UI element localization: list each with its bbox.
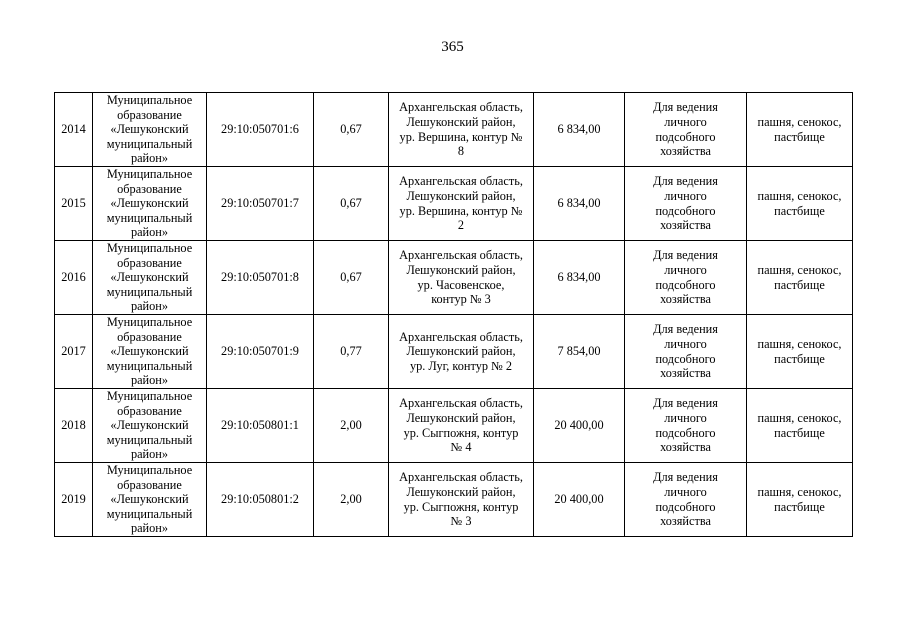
cell-area: 2,00 bbox=[314, 389, 389, 463]
cell-cost: 7 854,00 bbox=[534, 315, 625, 389]
cell-number: 2016 bbox=[55, 241, 93, 315]
cell-cadastral-number: 29:10:050701:7 bbox=[207, 167, 314, 241]
cell-number: 2015 bbox=[55, 167, 93, 241]
cell-land-use: пашня, сенокос, пастбище bbox=[747, 93, 853, 167]
cell-cadastral-number: 29:10:050701:8 bbox=[207, 241, 314, 315]
cell-cost: 6 834,00 bbox=[534, 93, 625, 167]
cell-cost: 6 834,00 bbox=[534, 241, 625, 315]
cell-address: Архангельская область, Лешуконский район, ур. Сыгпожня, контур № 4 bbox=[389, 389, 534, 463]
table-row bbox=[55, 167, 853, 241]
cell-purpose: Для ведения личного подсобного хозяйства bbox=[625, 463, 747, 537]
cell-area: 0,67 bbox=[314, 93, 389, 167]
cell-purpose: Для ведения личного подсобного хозяйства bbox=[625, 93, 747, 167]
cell-cost: 20 400,00 bbox=[534, 463, 625, 537]
cell-purpose: Для ведения личного подсобного хозяйства bbox=[625, 241, 747, 315]
cell-address: Архангельская область, Лешуконский район, ур. Вершина, контур № 8 bbox=[389, 93, 534, 167]
cell-number: 2018 bbox=[55, 389, 93, 463]
table-row bbox=[55, 241, 853, 315]
cell-land-use: пашня, сенокос, пастбище bbox=[747, 389, 853, 463]
cell-purpose: Для ведения личного подсобного хозяйства bbox=[625, 167, 747, 241]
land-plots-table bbox=[54, 92, 853, 537]
cell-area: 0,67 bbox=[314, 167, 389, 241]
cell-area: 2,00 bbox=[314, 463, 389, 537]
cell-address: Архангельская область, Лешуконский район, ур. Часовенское, контур № 3 bbox=[389, 241, 534, 315]
table-row bbox=[55, 93, 853, 167]
cell-cost: 6 834,00 bbox=[534, 167, 625, 241]
table-row bbox=[55, 463, 853, 537]
table-row bbox=[55, 315, 853, 389]
cell-purpose: Для ведения личного подсобного хозяйства bbox=[625, 315, 747, 389]
cell-land-use: пашня, сенокос, пастбище bbox=[747, 241, 853, 315]
cell-land-use: пашня, сенокос, пастбище bbox=[747, 463, 853, 537]
page-number: 365 bbox=[441, 39, 464, 55]
cell-cadastral-number: 29:10:050701:9 bbox=[207, 315, 314, 389]
cell-land-use: пашня, сенокос, пастбище bbox=[747, 167, 853, 241]
cell-number: 2019 bbox=[55, 463, 93, 537]
cell-owner: Муниципальное образование «Лешуконский муниципальный район» bbox=[93, 241, 207, 315]
cell-owner: Муниципальное образование «Лешуконский муниципальный район» bbox=[93, 93, 207, 167]
cell-purpose: Для ведения личного подсобного хозяйства bbox=[625, 389, 747, 463]
cell-land-use: пашня, сенокос, пастбище bbox=[747, 315, 853, 389]
cell-owner: Муниципальное образование «Лешуконский муниципальный район» bbox=[93, 389, 207, 463]
table-row bbox=[55, 389, 853, 463]
cell-owner: Муниципальное образование «Лешуконский муниципальный район» bbox=[93, 315, 207, 389]
cell-number: 2017 bbox=[55, 315, 93, 389]
cell-cost: 20 400,00 bbox=[534, 389, 625, 463]
cell-area: 0,67 bbox=[314, 241, 389, 315]
cell-address: Архангельская область, Лешуконский район, ур. Луг, контур № 2 bbox=[389, 315, 534, 389]
cell-cadastral-number: 29:10:050801:1 bbox=[207, 389, 314, 463]
cell-number: 2014 bbox=[55, 93, 93, 167]
cell-area: 0,77 bbox=[314, 315, 389, 389]
cell-owner: Муниципальное образование «Лешуконский муниципальный район» bbox=[93, 167, 207, 241]
cell-cadastral-number: 29:10:050701:6 bbox=[207, 93, 314, 167]
cell-address: Архангельская область, Лешуконский район, ур. Сыгпожня, контур № 3 bbox=[389, 463, 534, 537]
cell-owner: Муниципальное образование «Лешуконский муниципальный район» bbox=[93, 463, 207, 537]
cell-address: Архангельская область, Лешуконский район, ур. Вершина, контур № 2 bbox=[389, 167, 534, 241]
cell-cadastral-number: 29:10:050801:2 bbox=[207, 463, 314, 537]
